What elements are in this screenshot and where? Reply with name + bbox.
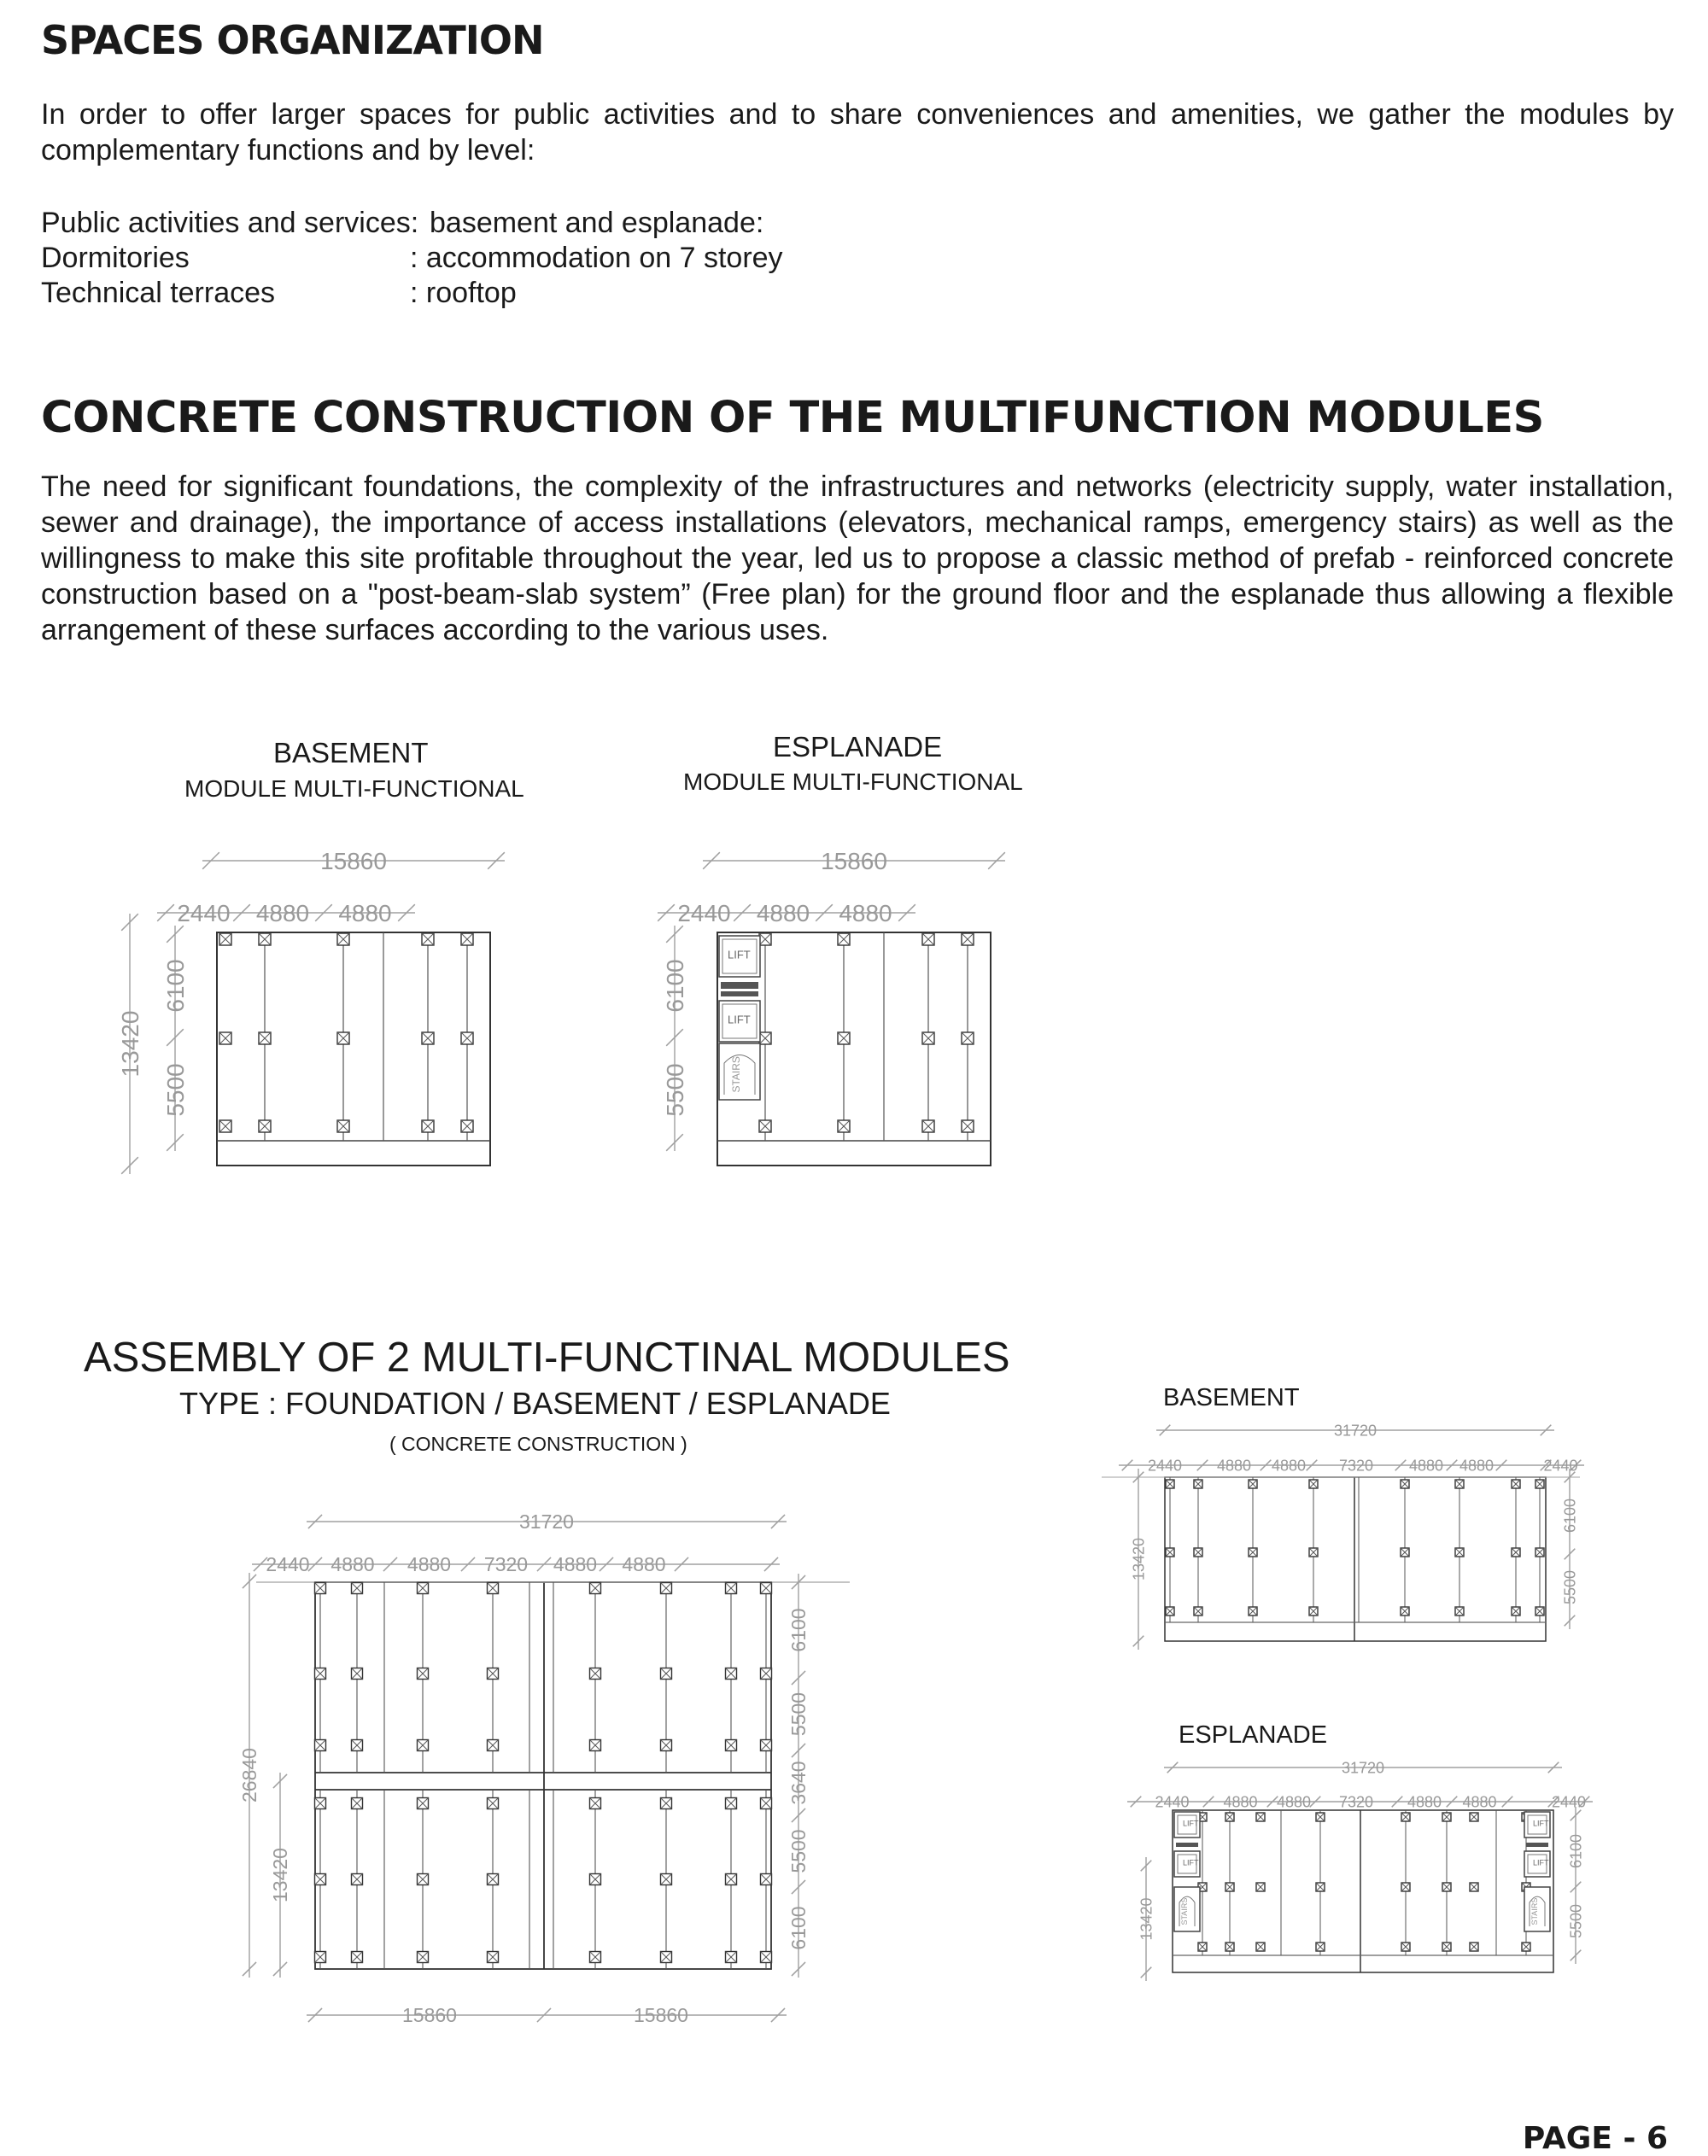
intro-paragraph: In order to offer larger spaces for public activities and to share conveniences and amenities, we gather the modules by complementary functions and by level: bbox=[41, 98, 1674, 167]
lift-label: LIFT bbox=[728, 948, 751, 961]
list-item-value: : accommodation on 7 storey bbox=[410, 242, 783, 274]
small-esplanade-label: ESPLANADE bbox=[1179, 1721, 1328, 1749]
lift-label: LIFT bbox=[1183, 1858, 1199, 1867]
dimension-label: 5500 bbox=[787, 1829, 810, 1873]
basement-module-subtitle: MODULE MULTI-FUNCTIONAL bbox=[184, 775, 524, 802]
small-basement-label: BASEMENT bbox=[1163, 1384, 1300, 1411]
dimension-label: 13420 bbox=[1130, 1537, 1148, 1581]
dimension-label: 2440 bbox=[1147, 1457, 1183, 1475]
concrete-paragraph: The need for significant foundations, the complexity of the infrastructures and networks (electricity supply, water installation, sewer and drainage), the importance of access installations (elevators, mechanical ramps, emergency stairs) as well as the willingness to make this site profitable throughout the year, led us to propose a classic method of prefab - reinforced concrete construction based on a "post-beam-slab system” (Free plan) for the ground floor and the esplanade thus allowing a flexible arrangement of these surfaces according to the various uses. bbox=[41, 470, 1674, 646]
stairs-label: STAIRS bbox=[1180, 1897, 1189, 1925]
list-item-label: Technical terraces bbox=[41, 277, 276, 309]
dimension-label: 7320 bbox=[1338, 1793, 1374, 1811]
dimension-label: 2440 bbox=[677, 899, 731, 926]
dimension-label: 31720 bbox=[1341, 1759, 1385, 1777]
stairs-label: STAIRS bbox=[1530, 1897, 1539, 1925]
assembly-plan bbox=[238, 1510, 850, 2026]
esplanade-module-subtitle: MODULE MULTI-FUNCTIONAL bbox=[683, 768, 1023, 795]
assembly-note: ( CONCRETE CONSTRUCTION ) bbox=[389, 1433, 687, 1455]
lift-door bbox=[1526, 1843, 1548, 1847]
section-title-concrete: CONCRETE CONSTRUCTION OF THE MULTIFUNCTION MODULES bbox=[41, 393, 1544, 443]
dimension-label: 6100 bbox=[161, 959, 189, 1013]
dimension-label: 4880 bbox=[255, 899, 310, 926]
dimension-label: 4880 bbox=[756, 899, 810, 926]
dimension-label: 2440 bbox=[1155, 1793, 1190, 1811]
dimension-label: 5500 bbox=[787, 1691, 810, 1737]
dimension-label: 4880 bbox=[407, 1553, 452, 1576]
basement-module-plan bbox=[117, 848, 505, 1174]
module-outline bbox=[217, 932, 490, 1166]
dimension-label: 31720 bbox=[1333, 1422, 1378, 1440]
stairs-label: STAIRS bbox=[730, 1056, 742, 1093]
small-esplanade-plan bbox=[1127, 1759, 1593, 1981]
assembly-type: TYPE : FOUNDATION / BASEMENT / ESPLANADE bbox=[179, 1386, 891, 1421]
dimension-label: 2440 bbox=[177, 899, 231, 926]
dimension-label: 7320 bbox=[483, 1553, 529, 1576]
dimension-label: 4880 bbox=[1462, 1793, 1497, 1811]
list-item-label: Public activities and services: bbox=[41, 207, 419, 239]
lift-door bbox=[721, 982, 758, 989]
dimension-label: 3640 bbox=[787, 1761, 810, 1805]
lift-door bbox=[721, 991, 758, 996]
lift-label: LIFT bbox=[1533, 1819, 1549, 1828]
section-title-spaces: SPACES ORGANIZATION bbox=[41, 17, 544, 63]
dimension-label: 2440 bbox=[1551, 1793, 1587, 1811]
dimension-label: 26840 bbox=[238, 1748, 261, 1803]
basement-module-title: BASEMENT bbox=[273, 737, 429, 768]
dimension-label: 4880 bbox=[839, 899, 892, 926]
dimension-label: 4880 bbox=[330, 1553, 375, 1576]
dimension-label: 6100 bbox=[1567, 1833, 1585, 1869]
lift-label: LIFT bbox=[1183, 1819, 1199, 1828]
dimension-label: 4880 bbox=[1223, 1793, 1258, 1811]
list-item-value: basement and esplanade: bbox=[430, 207, 764, 239]
dimension-label: 5500 bbox=[1567, 1903, 1585, 1939]
dimension-label: 5500 bbox=[661, 1063, 688, 1117]
lift-label: LIFT bbox=[728, 1013, 751, 1026]
dimension-label: 6100 bbox=[1561, 1498, 1579, 1534]
dimension-label: 4880 bbox=[1408, 1457, 1444, 1475]
dimension-label: 4880 bbox=[1216, 1457, 1252, 1475]
dimension-label: 15860 bbox=[320, 847, 387, 874]
dimension-label: 5500 bbox=[1561, 1569, 1579, 1605]
dimension-label: 4880 bbox=[1271, 1457, 1307, 1475]
dimension-label: 4880 bbox=[338, 899, 392, 926]
assembly-outline bbox=[315, 1582, 771, 1969]
lift-label: LIFT bbox=[1533, 1858, 1549, 1867]
dimension-label: 4880 bbox=[1276, 1793, 1312, 1811]
dimension-label: 5500 bbox=[161, 1063, 189, 1117]
dimension-label: 6100 bbox=[787, 1608, 810, 1652]
dimension-label: 4880 bbox=[1459, 1457, 1494, 1475]
dimension-label: 31720 bbox=[519, 1510, 574, 1534]
page-number: PAGE - 6 bbox=[1522, 2121, 1668, 2156]
list-item-value: : rooftop bbox=[410, 277, 517, 309]
lift-door bbox=[1176, 1843, 1198, 1847]
dimension-label: 4880 bbox=[1407, 1793, 1442, 1811]
list-item-label: Dormitories bbox=[41, 242, 190, 274]
assembly-title: ASSEMBLY OF 2 MULTI-FUNCTINAL MODULES bbox=[84, 1335, 1010, 1381]
dimension-label: 15860 bbox=[402, 2004, 457, 2027]
dimension-label: 13420 bbox=[1138, 1897, 1155, 1941]
dimension-label: 6100 bbox=[787, 1906, 810, 1950]
dimension-label: 15860 bbox=[821, 847, 887, 874]
dimension-label: 2440 bbox=[1543, 1457, 1578, 1475]
dimension-label: 13420 bbox=[116, 1010, 143, 1078]
small-outline bbox=[1165, 1477, 1546, 1641]
dimension-label: 15860 bbox=[634, 2004, 688, 2027]
dimension-label: 4880 bbox=[553, 1553, 598, 1576]
dimension-label: 4880 bbox=[622, 1553, 666, 1576]
dimension-label: 6100 bbox=[661, 959, 688, 1013]
dimension-label: 13420 bbox=[269, 1848, 292, 1902]
dimension-label: 7320 bbox=[1338, 1457, 1374, 1475]
small-basement-plan bbox=[1102, 1422, 1584, 1650]
esplanade-module-title: ESPLANADE bbox=[773, 731, 943, 762]
dimension-label: 2440 bbox=[266, 1553, 310, 1576]
esplanade-module-plan bbox=[658, 848, 1005, 1166]
